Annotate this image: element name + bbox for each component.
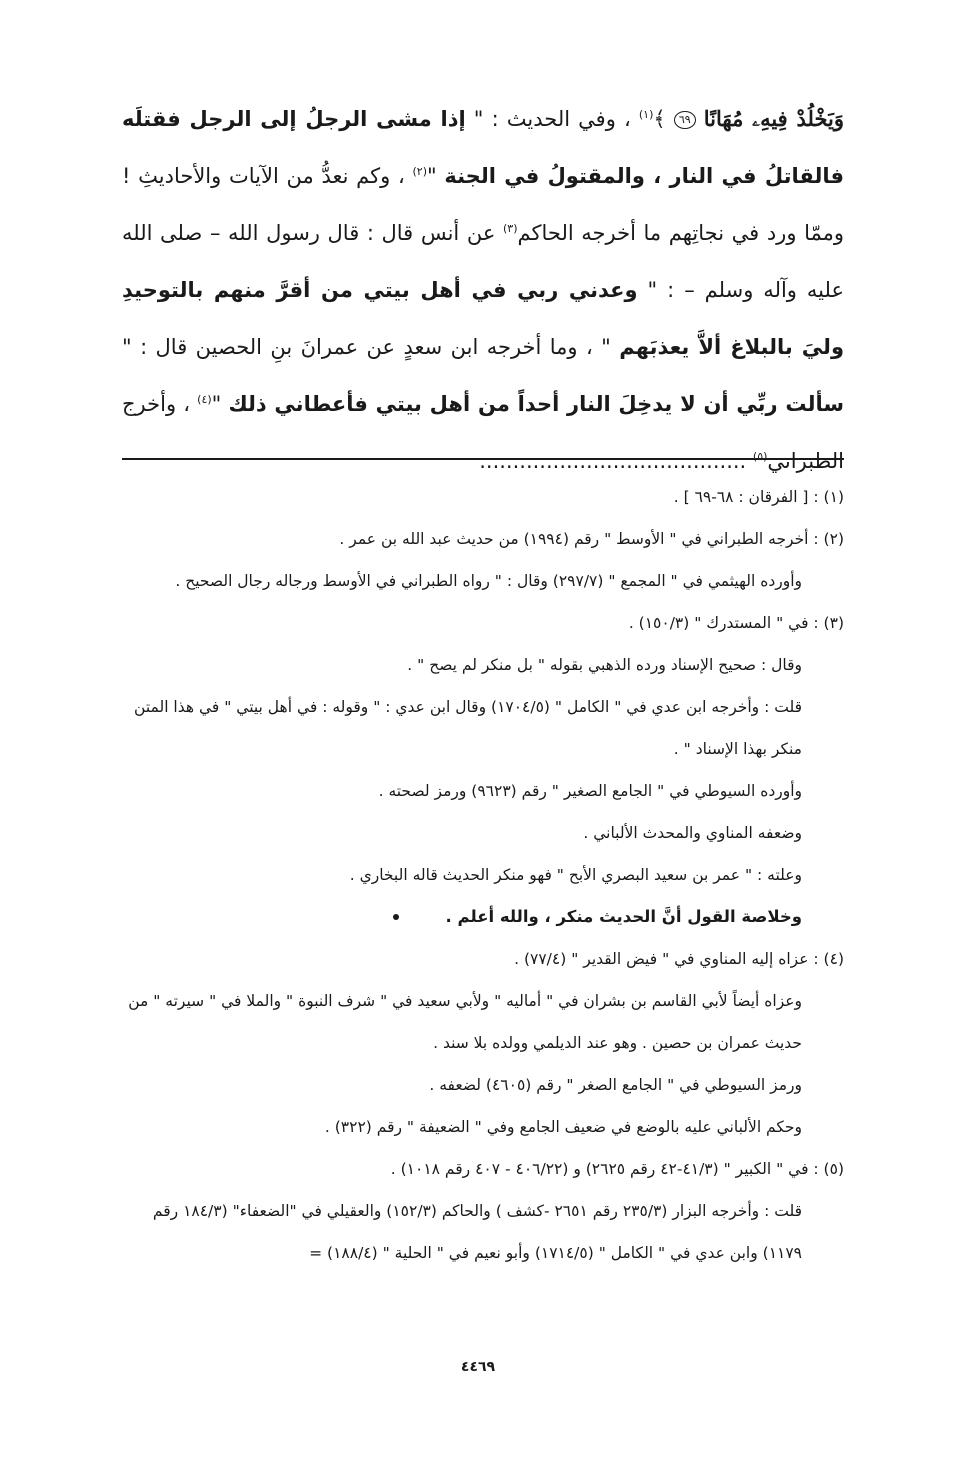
text-segment: " [211, 392, 229, 416]
footnote-2: (٢) : أخرجه الطبراني في " الأوسط " رقم (١٩٩٤) من حديث عبد الله بن عمر . [339, 530, 844, 548]
footnote-ref-2: (٢) [412, 165, 427, 178]
text-segment: عن أنس قال : قال رسول الله – صلى الله عليه وآله وسلم – : " [122, 221, 844, 302]
footnote-3-note: وأورده السيوطي في " الجامع الصغير " رقم (٩٦٢٣) ورمز لصحته . [378, 782, 802, 800]
hadith-quote-1: إذا مشى الرجلُ إلى الرجل فقتلَه فالقاتلُ في النار ، والمقتولُ في الجنة [122, 107, 845, 188]
footnote-ref-1: (١) [638, 108, 654, 121]
footnote-1: (١) : [ الفرقان : ٦٨-٦٩ ] . [673, 488, 844, 506]
verse-number-marker: ٦٩ [674, 111, 696, 129]
continuation-dots: ........................................ [479, 449, 753, 473]
hadith-quote-2: وعدني ربي في أهل بيتي من أقرَّ منهم بالتوحيدِ وليَ بالبلاغ ألاَّ يعذبَهم [122, 278, 844, 359]
footnote-ref-4: (٤) [197, 393, 212, 406]
main-text [122, 90, 844, 490]
quran-verse: وَيَخْلُدْ فِيهِۦ مُهَانًا [703, 106, 844, 131]
page-number: ٤٤٦٩ [460, 1359, 496, 1375]
text-segment: " ، وما أخرجه ابن سعدٍ عن عمرانَ بنِ الحصين قال : " [122, 335, 620, 359]
footnote-4-note: وعزاه أيضاً لأبي القاسم بن بشران في " أماليه " ولأبي سعيد في " شرف النبوة " والملا في " سيرته " من حديث عمران بن حصين . وهو عند الديلمي وولده بلا سند . [128, 992, 802, 1052]
text-segment: ، وكم نعدُّ من الآيات والأحاديثِ ! وممّا ورد في نجاتِهم ما أخرجه الحاكم [122, 164, 844, 245]
ink-dot [393, 914, 399, 920]
footnote-5: (٥) : في " الكبير " (٤١/٣-٤٢ رقم ٢٦٢٥) و (٤٠٦/٢٢ - ٤٠٧ رقم ١٠١٨) . [390, 1160, 844, 1178]
footnote-3-conclusion: وخلاصة القول أنَّ الحديث منكر ، والله أعلم . [445, 907, 802, 926]
footnote-separator [122, 458, 844, 460]
main-paragraph [122, 90, 844, 490]
footnote-4-note: ورمز السيوطي في " الجامع الصغر " رقم (٤٦٠٥) لضعفه . [429, 1076, 802, 1094]
hadith-quote-3: سألت ربِّي أن لا يدخِلَ النار أحداً من أهل بيتي فأعطاني ذلك [228, 392, 845, 416]
footnote-4: (٤) : عزاه إليه المناوي في " فيض القدير " (٧٧/٤) . [514, 950, 844, 968]
text-segment: " [427, 164, 445, 188]
footnote-ref-5: (٥) [752, 450, 768, 463]
footnote-ref-3: (٣) [503, 222, 518, 235]
footnote-5-note: قلت : وأخرجه البزار (٢٣٥/٣ رقم ٢٦٥١ -كشف ) والحاكم (١٥٢/٣) والعقيلي في "الضعفاء" (١٨٤/٣ رقم ١١٧٩) وابن عدي في " الكامل " (١٧١٤/٥) وأبو نعيم في " الحلية " (١٨٨/٤) = [152, 1202, 802, 1262]
footnote-3: (٣) : في " المستدرك " (١٥٠/٣) . [628, 614, 844, 632]
verse-bracket: ﴾ [653, 107, 666, 131]
text-segment: ، وفي الحديث : " [465, 107, 639, 131]
footnote-3-note: وقال : صحيح الإسناد ورده الذهبي بقوله " بل منكر لم يصح " . [407, 656, 802, 674]
footnote-3-note: وضعفه المناوي والمحدث الألباني . [583, 824, 802, 842]
footnote-3-note: قلت : وأخرجه ابن عدي في " الكامل " (١٧٠٤/٥) وقال ابن عدي : " وقوله : في أهل بيتي " في هذا المتن منكر بهذا الإسناد " . [134, 698, 802, 758]
footnote-2-note: وأورده الهيثمي في " المجمع " (٢٩٧/٧) وقال : " رواه الطبراني في الأوسط ورجاله رجال الصحيح . [175, 572, 802, 590]
footnote-4-note: وحكم الألباني عليه بالوضع في ضعيف الجامع وفي " الضعيفة " رقم (٣٢٢) . [324, 1118, 802, 1136]
text-segment: ، وأخرج الطبراني [122, 392, 844, 473]
footnote-3-note: وعلته : " عمر بن سعيد البصري الأبح " فهو منكر الحديث قاله البخاري . [349, 866, 802, 884]
footnotes [122, 476, 844, 1274]
